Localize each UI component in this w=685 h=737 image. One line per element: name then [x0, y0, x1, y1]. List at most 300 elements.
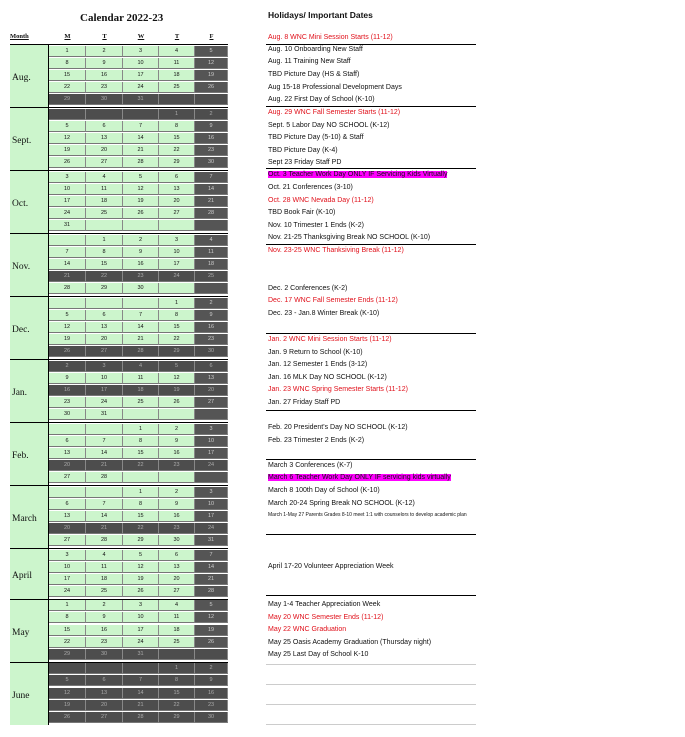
month-block	[10, 662, 228, 725]
day-cell: 14	[49, 259, 86, 270]
day-cell: 1	[49, 46, 86, 57]
week-row	[49, 385, 228, 396]
day-cell: 28	[195, 208, 228, 219]
day-cell: 18	[159, 70, 195, 81]
week-row	[49, 298, 228, 309]
day-cell: 13	[195, 373, 228, 384]
section-divider	[266, 244, 476, 245]
day-cell: 1	[49, 600, 86, 611]
month-name: April	[12, 570, 33, 581]
day-cell: 15	[49, 625, 86, 636]
day-cell: 20	[49, 523, 86, 534]
week-row	[49, 172, 228, 183]
day-cell: 23	[49, 397, 86, 408]
day-cell: 4	[195, 235, 228, 246]
day-cell: 24	[86, 397, 123, 408]
day-cell	[86, 109, 123, 120]
day-cell: 25	[86, 586, 123, 597]
header-thursday: T	[174, 33, 180, 40]
header-month: Month	[10, 33, 29, 40]
day-cell: 22	[159, 145, 195, 156]
day-cell: 24	[159, 271, 195, 282]
day-cell: 9	[159, 499, 195, 510]
day-cell: 3	[86, 361, 123, 372]
week-row	[49, 196, 228, 207]
day-cell: 10	[195, 499, 228, 510]
holiday-item: May 1-4 Teacher Appreciation Week	[268, 601, 381, 608]
holiday-item: Oct. 21 Conferences (3-10)	[268, 184, 353, 191]
day-cell: 6	[159, 172, 195, 183]
week-row	[49, 649, 228, 660]
day-cell	[159, 94, 195, 105]
week-row	[49, 688, 228, 699]
day-cell: 5	[49, 675, 86, 686]
section-divider	[266, 534, 476, 535]
week-row	[49, 574, 228, 585]
day-cell: 3	[123, 600, 159, 611]
day-cell: 30	[86, 94, 123, 105]
day-cell: 21	[123, 700, 159, 711]
day-cell: 11	[86, 562, 123, 573]
day-cell: 12	[49, 688, 86, 699]
day-cell: 18	[123, 385, 159, 396]
day-cell: 31	[123, 94, 159, 105]
day-cell: 22	[159, 700, 195, 711]
holiday-item: March 3 Conferences (K-7)	[268, 462, 353, 469]
day-cell: 5	[195, 600, 228, 611]
day-cell: 5	[123, 172, 159, 183]
week-row	[49, 612, 228, 623]
day-cell: 5	[159, 361, 195, 372]
day-cell: 27	[86, 346, 123, 357]
day-cell: 1	[123, 487, 159, 498]
day-cell: 24	[123, 637, 159, 648]
day-cell: 25	[159, 637, 195, 648]
day-cell: 1	[123, 424, 159, 435]
day-cell: 28	[123, 712, 159, 723]
day-cell	[195, 220, 228, 231]
week-row	[49, 499, 228, 510]
holiday-item: Aug 15-18 Professional Development Days	[268, 84, 402, 91]
day-cell: 23	[159, 460, 195, 471]
day-cell: 9	[123, 247, 159, 258]
week-row	[49, 424, 228, 435]
day-cell: 23	[86, 82, 123, 93]
day-cell: 20	[159, 196, 195, 207]
day-cell: 8	[159, 675, 195, 686]
day-cell: 24	[49, 208, 86, 219]
day-cell: 24	[195, 460, 228, 471]
day-cell: 9	[86, 612, 123, 623]
week-row	[49, 409, 228, 420]
day-cell: 16	[86, 625, 123, 636]
day-cell: 28	[49, 283, 86, 294]
day-cell: 4	[86, 172, 123, 183]
day-cell: 31	[123, 649, 159, 660]
week-row	[49, 535, 228, 546]
day-cell: 8	[86, 247, 123, 258]
section-divider	[266, 724, 476, 725]
day-cell: 26	[159, 397, 195, 408]
week-row	[49, 184, 228, 195]
day-cell: 13	[49, 511, 86, 522]
header-monday: M	[64, 33, 71, 40]
day-cell: 6	[86, 310, 123, 321]
week-row	[49, 70, 228, 81]
day-cell: 16	[195, 133, 228, 144]
week-row	[49, 334, 228, 345]
day-cell: 26	[49, 346, 86, 357]
holiday-item: March 20-24 Spring Break NO SCHOOL (K-12)	[268, 500, 415, 507]
day-cell: 15	[49, 70, 86, 81]
day-cell	[49, 663, 86, 674]
day-cell: 11	[123, 373, 159, 384]
day-cell: 30	[195, 712, 228, 723]
day-cell	[49, 424, 86, 435]
day-cell	[123, 409, 159, 420]
day-cell: 6	[86, 675, 123, 686]
month-label-cell	[10, 297, 49, 359]
day-cell: 4	[86, 550, 123, 561]
day-cell	[86, 663, 123, 674]
month-label-cell	[10, 234, 49, 296]
day-cell: 30	[195, 157, 228, 168]
day-cell: 18	[195, 259, 228, 270]
week-row	[49, 562, 228, 573]
day-cell: 7	[86, 436, 123, 447]
week-row	[49, 550, 228, 561]
day-cell	[195, 94, 228, 105]
day-cell: 23	[159, 523, 195, 534]
day-cell: 10	[86, 373, 123, 384]
day-cell	[159, 283, 195, 294]
holiday-item: Aug. 11 Training New Staff	[268, 58, 351, 65]
day-cell: 7	[195, 172, 228, 183]
day-cell: 9	[195, 675, 228, 686]
day-cell: 16	[123, 259, 159, 270]
week-row	[49, 663, 228, 674]
month-block	[10, 485, 228, 548]
day-cell: 9	[86, 58, 123, 69]
month-name: Oct.	[12, 199, 29, 209]
day-cell	[49, 298, 86, 309]
day-cell	[159, 472, 195, 483]
header-friday: F	[209, 33, 214, 40]
day-cell: 12	[159, 373, 195, 384]
day-cell: 13	[49, 448, 86, 459]
day-cell: 16	[159, 448, 195, 459]
day-cell: 26	[49, 157, 86, 168]
day-cell: 17	[49, 574, 86, 585]
day-cell: 2	[86, 600, 123, 611]
day-cell: 9	[159, 436, 195, 447]
day-cell: 14	[195, 562, 228, 573]
day-cell: 4	[159, 46, 195, 57]
day-cell: 12	[195, 58, 228, 69]
day-cell: 25	[195, 271, 228, 282]
day-cell: 14	[123, 133, 159, 144]
day-cell: 29	[159, 157, 195, 168]
section-divider	[266, 595, 476, 596]
holiday-item: TBD Picture Day (K-4)	[268, 147, 338, 154]
day-cell: 10	[49, 562, 86, 573]
section-divider	[266, 44, 476, 45]
week-row	[49, 133, 228, 144]
day-cell: 30	[159, 535, 195, 546]
day-cell: 3	[49, 172, 86, 183]
day-cell: 10	[195, 436, 228, 447]
day-cell: 23	[195, 145, 228, 156]
day-cell	[159, 220, 195, 231]
holiday-item: March 1-May 27 Parents Grades 8-10 meet 1:1 with counselors to develop academic plan	[268, 512, 467, 518]
day-cell: 13	[159, 562, 195, 573]
section-divider	[266, 168, 476, 169]
day-cell: 27	[86, 157, 123, 168]
day-cell: 8	[159, 310, 195, 321]
day-cell: 19	[123, 574, 159, 585]
day-cell: 25	[123, 397, 159, 408]
day-cell: 30	[195, 346, 228, 357]
month-label-cell	[10, 45, 49, 107]
day-cell: 1	[159, 663, 195, 674]
holiday-item: Aug. 8 WNC Mini Session Starts (11-12)	[268, 34, 393, 41]
calendar-grid	[10, 44, 228, 725]
day-cell	[123, 220, 159, 231]
week-row	[49, 310, 228, 321]
day-cell: 11	[159, 58, 195, 69]
day-cell: 20	[49, 460, 86, 471]
day-cell: 30	[86, 649, 123, 660]
holiday-item: May 25 Last Day of School K-10	[268, 651, 369, 658]
day-cell: 29	[159, 346, 195, 357]
day-cell: 6	[195, 361, 228, 372]
day-cell: 21	[86, 460, 123, 471]
day-cell	[195, 283, 228, 294]
day-cell: 30	[123, 283, 159, 294]
day-cell: 23	[86, 637, 123, 648]
day-cell: 29	[86, 283, 123, 294]
day-cell: 23	[123, 271, 159, 282]
month-name: Dec.	[12, 325, 30, 335]
day-cell: 7	[123, 121, 159, 132]
day-cell: 10	[123, 612, 159, 623]
day-cell: 17	[123, 70, 159, 81]
day-cell: 1	[159, 298, 195, 309]
day-cell: 21	[195, 196, 228, 207]
day-cell: 27	[49, 472, 86, 483]
holiday-item: Jan. 16 MLK Day NO SCHOOL (K-12)	[268, 374, 387, 381]
month-label-cell	[10, 600, 49, 662]
week-row	[49, 82, 228, 93]
holiday-item: TBD Picture Day (HS & Staff)	[268, 71, 360, 78]
day-cell: 11	[86, 184, 123, 195]
day-cell: 3	[195, 487, 228, 498]
day-cell	[86, 424, 123, 435]
section-divider	[266, 684, 476, 685]
week-row	[49, 346, 228, 357]
day-cell	[123, 298, 159, 309]
holiday-item: Sept 23 Friday Staff PD	[268, 159, 342, 166]
day-cell: 28	[123, 346, 159, 357]
day-cell: 12	[49, 133, 86, 144]
week-row	[49, 46, 228, 57]
day-cell: 9	[49, 373, 86, 384]
day-cell: 16	[195, 322, 228, 333]
day-cell: 7	[86, 499, 123, 510]
day-cell: 12	[195, 612, 228, 623]
day-cell: 20	[86, 145, 123, 156]
day-cell	[49, 235, 86, 246]
day-cell: 17	[86, 385, 123, 396]
day-cell: 8	[123, 436, 159, 447]
holiday-item: March 6 Teacher Work Day ONLY IF servicing kids virtually	[268, 474, 451, 481]
week-row	[49, 586, 228, 597]
day-cell: 31	[86, 409, 123, 420]
day-cell: 15	[159, 133, 195, 144]
day-cell: 19	[49, 334, 86, 345]
day-cell: 2	[49, 361, 86, 372]
day-cell: 16	[195, 688, 228, 699]
month-label-cell	[10, 171, 49, 233]
day-cell: 8	[159, 121, 195, 132]
week-row	[49, 712, 228, 723]
day-cell: 5	[123, 550, 159, 561]
day-cell: 10	[159, 247, 195, 258]
day-cell: 17	[195, 511, 228, 522]
holiday-item: Jan. 27 Friday Staff PD	[268, 399, 341, 406]
week-row	[49, 121, 228, 132]
week-row	[49, 472, 228, 483]
day-cell: 12	[123, 562, 159, 573]
day-cell: 17	[195, 448, 228, 459]
day-cell: 19	[195, 70, 228, 81]
day-cell: 28	[86, 472, 123, 483]
day-cell: 16	[86, 70, 123, 81]
day-cell: 7	[195, 550, 228, 561]
day-cell: 27	[86, 712, 123, 723]
holiday-item: Oct. 3 Teacher Work Day ONLY IF Servicing Kids Virtually	[268, 171, 448, 178]
day-cell: 6	[86, 121, 123, 132]
day-cell: 24	[49, 586, 86, 597]
day-cell: 8	[123, 499, 159, 510]
week-row	[49, 487, 228, 498]
day-cell	[159, 649, 195, 660]
week-row	[49, 235, 228, 246]
day-cell: 7	[123, 310, 159, 321]
day-cell: 3	[123, 46, 159, 57]
day-cell: 3	[195, 424, 228, 435]
week-row	[49, 220, 228, 231]
month-block	[10, 233, 228, 296]
day-cell: 25	[159, 82, 195, 93]
day-cell: 15	[159, 322, 195, 333]
month-name: June	[12, 690, 30, 701]
week-row	[49, 259, 228, 270]
month-block	[10, 599, 228, 662]
day-cell: 3	[49, 550, 86, 561]
holiday-item: May 25 Oasis Academy Graduation (Thursday night)	[268, 639, 432, 646]
day-cell	[195, 409, 228, 420]
week-row	[49, 397, 228, 408]
day-cell: 27	[159, 586, 195, 597]
day-cell: 8	[49, 58, 86, 69]
week-row	[49, 94, 228, 105]
section-divider	[266, 664, 476, 665]
day-cell: 15	[123, 448, 159, 459]
holiday-item: Nov. 21-25 Thanksgiving Break NO SCHOOL (K-10)	[268, 234, 431, 241]
day-cell: 11	[159, 612, 195, 623]
holiday-item: Feb. 23 Trimester 2 Ends (K-2)	[268, 437, 365, 444]
week-row	[49, 145, 228, 156]
section-divider	[266, 704, 476, 705]
calendar-title: Calendar 2022-23	[80, 12, 164, 24]
holiday-item: Nov. 10 Trimester 1 Ends (K-2)	[268, 222, 364, 229]
holiday-item: Dec. 2 Conferences (K-2)	[268, 285, 348, 292]
month-block	[10, 296, 228, 359]
day-cell: 29	[159, 712, 195, 723]
day-cell: 18	[86, 574, 123, 585]
week-row	[49, 373, 228, 384]
day-cell: 27	[195, 397, 228, 408]
section-divider	[266, 333, 476, 334]
holiday-item: Nov. 23-25 WNC Thanksiving Break (11-12)	[268, 247, 404, 254]
day-cell: 19	[159, 385, 195, 396]
day-cell: 14	[195, 184, 228, 195]
day-cell: 16	[159, 511, 195, 522]
day-cell: 6	[159, 550, 195, 561]
day-cell: 22	[49, 82, 86, 93]
month-label-cell	[10, 663, 49, 725]
day-cell: 2	[195, 298, 228, 309]
day-cell: 21	[123, 145, 159, 156]
section-divider	[266, 459, 476, 460]
week-row	[49, 460, 228, 471]
day-cell: 3	[159, 235, 195, 246]
week-row	[49, 436, 228, 447]
day-cell: 20	[86, 700, 123, 711]
week-row	[49, 109, 228, 120]
holiday-item: May 20 WNC Semester Ends (11-12)	[268, 614, 384, 621]
day-cell: 19	[123, 196, 159, 207]
week-row	[49, 361, 228, 372]
day-cell: 28	[195, 586, 228, 597]
holiday-item: Aug. 22 First Day of School (K-10)	[268, 96, 375, 103]
week-row	[49, 208, 228, 219]
day-cell: 21	[123, 334, 159, 345]
month-block	[10, 359, 228, 422]
holiday-item: April 17-20 Volunteer Appreciation Week	[268, 563, 394, 570]
day-cell: 1	[159, 109, 195, 120]
day-cell: 13	[159, 184, 195, 195]
week-row	[49, 283, 228, 294]
day-cell: 19	[195, 625, 228, 636]
day-cell: 8	[49, 612, 86, 623]
day-cell: 31	[49, 220, 86, 231]
day-cell: 29	[123, 535, 159, 546]
day-cell: 18	[159, 625, 195, 636]
day-cell: 22	[49, 637, 86, 648]
day-cell: 9	[195, 121, 228, 132]
holiday-item: Dec. 17 WNC Fall Semester Ends (11-12)	[268, 297, 398, 304]
month-label-cell	[10, 486, 49, 548]
day-cell: 1	[86, 235, 123, 246]
day-cell: 25	[86, 208, 123, 219]
day-cell: 23	[195, 334, 228, 345]
week-row	[49, 58, 228, 69]
month-block	[10, 44, 228, 107]
day-cell: 9	[195, 310, 228, 321]
day-cell: 4	[159, 600, 195, 611]
